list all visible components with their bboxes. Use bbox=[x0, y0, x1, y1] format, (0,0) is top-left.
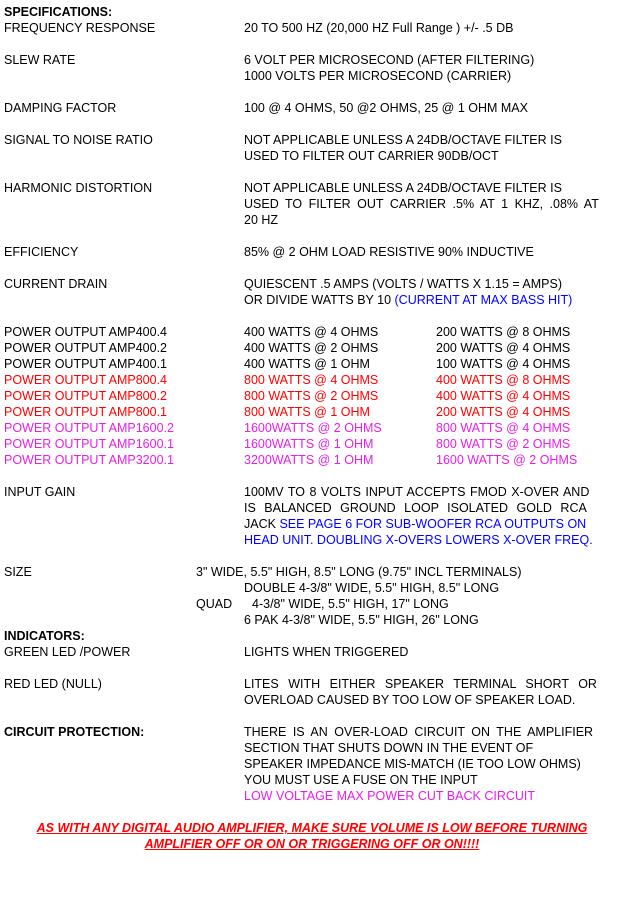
gain-jack: JACK bbox=[244, 517, 276, 531]
gain-value-2: IS BALANCED GROUND LOOP ISOLATED GOLD RCA bbox=[244, 501, 587, 515]
power-output-label: POWER OUTPUT AMP400.4 bbox=[4, 325, 168, 339]
freq-label: FREQUENCY RESPONSE bbox=[4, 21, 156, 35]
power-output-secondary: 1600 WATTS @ 2 OHMS bbox=[436, 453, 578, 467]
freq-value: 20 TO 500 HZ (20,000 HZ Full Range ) +/- .5 DB bbox=[244, 21, 514, 35]
thd-label: HARMONIC DISTORTION bbox=[4, 181, 153, 195]
damping-value: 100 @ 4 OHMS, 50 @2 OHMS, 25 @ 1 OHM MAX bbox=[244, 101, 528, 115]
indicators-heading: INDICATORS: bbox=[4, 629, 85, 643]
snr-value-2: USED TO FILTER OUT CARRIER 90DB/OCT bbox=[244, 149, 499, 163]
power-output-label: POWER OUTPUT AMP400.1 bbox=[4, 357, 168, 371]
red-led-value-1: LITES WITH EITHER SPEAKER TERMINAL SHORT OR bbox=[244, 677, 597, 691]
red-led-label: RED LED (NULL) bbox=[4, 677, 102, 691]
power-output-label: POWER OUTPUT AMP1600.2 bbox=[4, 421, 174, 435]
warning-line-1: AS WITH ANY DIGITAL AUDIO AMPLIFIER, MAKE SURE VOLUME IS LOW BEFORE TURNING bbox=[36, 821, 588, 835]
size-row-3: 4-3/8" WIDE, 5.5" HIGH, 17" LONG bbox=[252, 597, 449, 611]
gain-value-1: 100MV TO 8 VOLTS INPUT ACCEPTS FMOD X-OVER AND bbox=[244, 485, 590, 499]
efficiency-label: EFFICIENCY bbox=[4, 245, 79, 259]
size-row-3-label: QUAD bbox=[196, 597, 233, 611]
red-led-value-2: OVERLOAD CAUSED BY TOO LOW OF SPEAKER LOAD. bbox=[244, 693, 576, 707]
protection-value-4: YOU MUST USE A FUSE ON THE INPUT bbox=[244, 773, 478, 787]
power-output-secondary: 400 WATTS @ 8 OHMS bbox=[436, 373, 571, 387]
power-output-label: POWER OUTPUT AMP800.2 bbox=[4, 389, 168, 403]
power-output-primary: 800 WATTS @ 1 OHM bbox=[244, 405, 370, 419]
slew-value-1: 6 VOLT PER MICROSECOND (AFTER FILTERING) bbox=[244, 53, 535, 67]
power-output-secondary: 200 WATTS @ 4 OHMS bbox=[436, 341, 571, 355]
thd-value-3: 20 HZ bbox=[244, 213, 279, 227]
drain-value-2 bbox=[244, 292, 572, 308]
drain-value-1: QUIESCENT .5 AMPS (VOLTS / WATTS X 1.15 = AMPS) bbox=[244, 277, 563, 291]
size-label: SIZE bbox=[4, 565, 32, 579]
snr-value-1: NOT APPLICABLE UNLESS A 24DB/OCTAVE FILTER IS bbox=[244, 133, 562, 147]
power-output-primary: 400 WATTS @ 1 OHM bbox=[244, 357, 370, 371]
slew-label: SLEW RATE bbox=[4, 53, 76, 67]
power-output-primary: 1600WATTS @ 1 OHM bbox=[244, 437, 374, 451]
warning-line-2: AMPLIFIER OFF OR ON OR TRIGGERING OFF OR ON!!!! bbox=[144, 837, 480, 851]
power-output-primary: 400 WATTS @ 2 OHMS bbox=[244, 341, 379, 355]
power-output-primary: 800 WATTS @ 2 OHMS bbox=[244, 389, 379, 403]
green-led-value: LIGHTS WHEN TRIGGERED bbox=[244, 645, 409, 659]
power-output-secondary: 200 WATTS @ 4 OHMS bbox=[436, 405, 571, 419]
power-output-primary: 1600WATTS @ 2 OHMS bbox=[244, 421, 382, 435]
protection-label: CIRCUIT PROTECTION: bbox=[4, 725, 145, 739]
damping-label: DAMPING FACTOR bbox=[4, 101, 117, 115]
gain-note-1: SEE PAGE 6 FOR SUB-WOOFER RCA OUTPUTS ON bbox=[279, 517, 587, 531]
specifications-heading: SPECIFICATIONS: bbox=[4, 5, 113, 19]
protection-value-3: SPEAKER IMPEDANCE MIS-MATCH (IE TOO LOW OHMS) bbox=[244, 757, 581, 771]
power-output-secondary: 200 WATTS @ 8 OHMS bbox=[436, 325, 571, 339]
gain-value-3 bbox=[244, 516, 586, 532]
power-output-secondary: 800 WATTS @ 4 OHMS bbox=[436, 421, 571, 435]
green-led-label: GREEN LED /POWER bbox=[4, 645, 131, 659]
thd-value-2: USED TO FILTER OUT CARRIER .5% AT 1 KHZ, .08% AT bbox=[244, 197, 599, 211]
power-output-label: POWER OUTPUT AMP400.2 bbox=[4, 341, 168, 355]
protection-value-2: SECTION THAT SHUTS DOWN IN THE EVENT OF bbox=[244, 741, 534, 755]
slew-value-2: 1000 VOLTS PER MICROSECOND (CARRIER) bbox=[244, 69, 512, 83]
power-output-primary: 800 WATTS @ 4 OHMS bbox=[244, 373, 379, 387]
power-output-label: POWER OUTPUT AMP800.4 bbox=[4, 373, 168, 387]
power-output-primary: 400 WATTS @ 4 OHMS bbox=[244, 325, 379, 339]
power-output-secondary: 800 WATTS @ 2 OHMS bbox=[436, 437, 571, 451]
power-output-label: POWER OUTPUT AMP3200.1 bbox=[4, 453, 174, 467]
thd-value-1: NOT APPLICABLE UNLESS A 24DB/OCTAVE FILTER IS bbox=[244, 181, 562, 195]
gain-label: INPUT GAIN bbox=[4, 485, 76, 499]
drain-note: (CURRENT AT MAX BASS HIT) bbox=[394, 293, 573, 307]
gain-note-2: HEAD UNIT. DOUBLING X-OVERS LOWERS X-OVER FREQ. bbox=[244, 533, 593, 547]
protection-value-5: LOW VOLTAGE MAX POWER CUT BACK CIRCUIT bbox=[244, 789, 536, 803]
protection-value-1: THERE IS AN OVER-LOAD CIRCUIT ON THE AMPLIFIER bbox=[244, 725, 594, 739]
power-output-label: POWER OUTPUT AMP800.1 bbox=[4, 405, 168, 419]
power-output-secondary: 100 WATTS @ 4 OHMS bbox=[436, 357, 571, 371]
size-row-2: DOUBLE 4-3/8" WIDE, 5.5" HIGH, 8.5" LONG bbox=[244, 581, 500, 595]
size-row-4: 6 PAK 4-3/8" WIDE, 5.5" HIGH, 26" LONG bbox=[244, 613, 479, 627]
size-row-1: 3" WIDE, 5.5" HIGH, 8.5" LONG (9.75" INCL TERMINALS) bbox=[196, 565, 522, 579]
drain-label: CURRENT DRAIN bbox=[4, 277, 108, 291]
efficiency-value: 85% @ 2 OHM LOAD RESISTIVE 90% INDUCTIVE bbox=[244, 245, 534, 259]
power-output-label: POWER OUTPUT AMP1600.1 bbox=[4, 437, 174, 451]
power-output-primary: 3200WATTS @ 1 OHM bbox=[244, 453, 374, 467]
snr-label: SIGNAL TO NOISE RATIO bbox=[4, 133, 153, 147]
power-output-secondary: 400 WATTS @ 4 OHMS bbox=[436, 389, 571, 403]
drain-text: OR DIVIDE WATTS BY 10 bbox=[244, 293, 392, 307]
